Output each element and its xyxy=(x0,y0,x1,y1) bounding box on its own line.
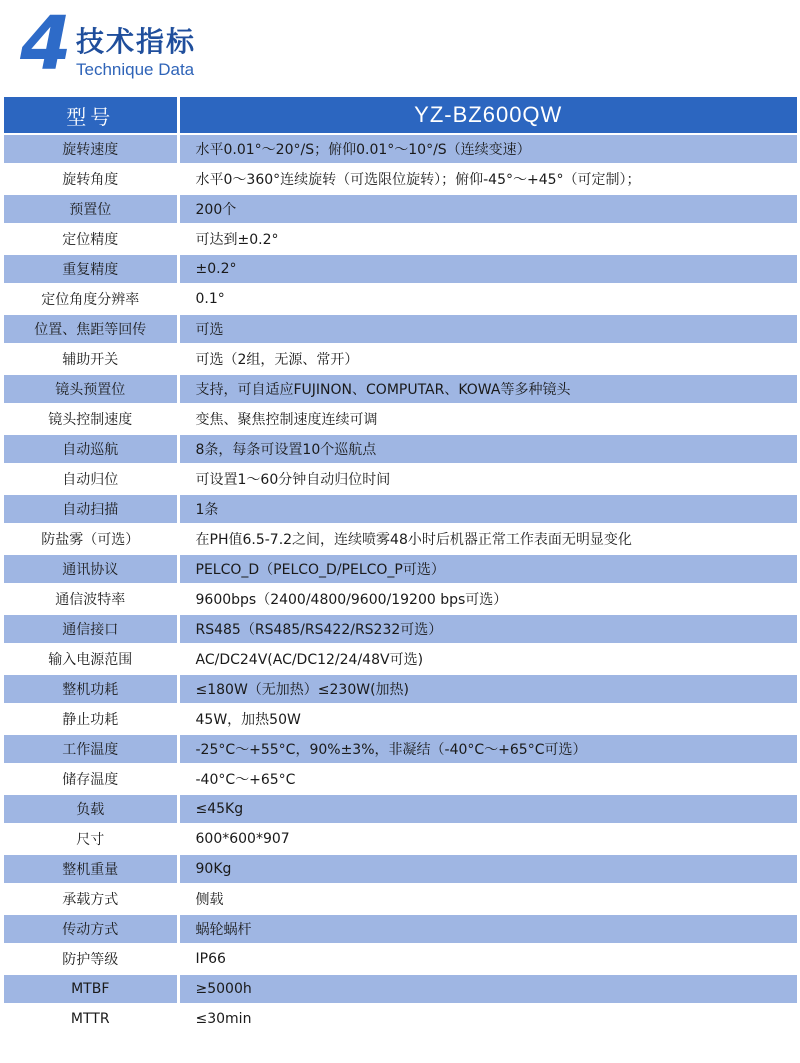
spec-label: 通讯协议 xyxy=(4,554,178,584)
table-row xyxy=(4,224,797,254)
table-row xyxy=(4,884,797,914)
spec-value: IP66 xyxy=(178,944,797,974)
table-row xyxy=(4,524,797,554)
spec-value: 在PH值6.5-7.2之间，连续喷雾48小时后机器正常工作表面无明显变化 xyxy=(178,524,797,554)
table-row xyxy=(4,464,797,494)
spec-value: 8条，每条可设置10个巡航点 xyxy=(178,434,797,464)
table-row xyxy=(4,944,797,974)
spec-value: 可选 xyxy=(178,314,797,344)
spec-value: ±0.2° xyxy=(178,254,797,284)
table-row xyxy=(4,584,797,614)
spec-value: 45W，加热50W xyxy=(178,704,797,734)
table-row xyxy=(4,494,797,524)
spec-label: 定位精度 xyxy=(4,224,178,254)
spec-value: 0.1° xyxy=(178,284,797,314)
spec-label: 承载方式 xyxy=(4,884,178,914)
spec-label: 位置、焦距等回传 xyxy=(4,314,178,344)
spec-label: 负载 xyxy=(4,794,178,824)
spec-label: 输入电源范围 xyxy=(4,644,178,674)
spec-label: MTBF xyxy=(4,974,178,1004)
spec-value: 1条 xyxy=(178,494,797,524)
table-row xyxy=(4,974,797,1004)
spec-label: 自动巡航 xyxy=(4,434,178,464)
spec-value: 变焦、聚焦控制速度连续可调 xyxy=(178,404,797,434)
spec-value: 可选（2组，无源、常开） xyxy=(178,344,797,374)
spec-label: 旋转角度 xyxy=(4,164,178,194)
table-row xyxy=(4,674,797,704)
spec-value: ≤45Kg xyxy=(178,794,797,824)
model-label: 型号 xyxy=(4,97,178,134)
table-row xyxy=(4,764,797,794)
table-row xyxy=(4,314,797,344)
spec-label: 定位角度分辨率 xyxy=(4,284,178,314)
spec-label: 传动方式 xyxy=(4,914,178,944)
spec-label: 辅助开关 xyxy=(4,344,178,374)
table-row xyxy=(4,1004,797,1033)
table-row xyxy=(4,914,797,944)
section-header xyxy=(0,0,800,92)
table-row xyxy=(4,284,797,314)
spec-value: 可设置1～60分钟自动归位时间 xyxy=(178,464,797,494)
spec-label: 重复精度 xyxy=(4,254,178,284)
model-value: YZ-BZ600QW xyxy=(178,97,797,134)
spec-label: 旋转速度 xyxy=(4,134,178,164)
spec-label: 静止功耗 xyxy=(4,704,178,734)
spec-label: 工作温度 xyxy=(4,734,178,764)
table-row xyxy=(4,854,797,884)
spec-label: 自动归位 xyxy=(4,464,178,494)
spec-value: 支持，可自适应FUJINON、COMPUTAR、KOWA等多种镜头 xyxy=(178,374,797,404)
spec-value: 水平0～360°连续旋转（可选限位旋转）；俯仰-45°～+45°（可定制）； xyxy=(178,164,797,194)
section-title: 技术指标 xyxy=(76,25,197,58)
spec-value: RS485（RS485/RS422/RS232可选） xyxy=(178,614,797,644)
spec-label: 通信接口 xyxy=(4,614,178,644)
spec-label: 镜头预置位 xyxy=(4,374,178,404)
spec-label: 防护等级 xyxy=(4,944,178,974)
spec-value: ≤30min xyxy=(178,1004,797,1033)
spec-label: 通信波特率 xyxy=(4,584,178,614)
spec-label: 尺寸 xyxy=(4,824,178,854)
table-row xyxy=(4,794,797,824)
table-row xyxy=(4,164,797,194)
spec-value: 90Kg xyxy=(178,854,797,884)
table-row xyxy=(4,704,797,734)
table-row xyxy=(4,734,797,764)
spec-value: 9600bps（2400/4800/9600/19200 bps可选） xyxy=(178,584,797,614)
spec-table-body xyxy=(4,134,797,1033)
spec-table xyxy=(4,97,797,1033)
spec-label: 自动扫描 xyxy=(4,494,178,524)
section-subtitle: Technique Data xyxy=(76,60,195,79)
spec-label: 整机功耗 xyxy=(4,674,178,704)
table-row xyxy=(4,344,797,374)
spec-table-header xyxy=(4,97,797,134)
spec-value: 可达到±0.2° xyxy=(178,224,797,254)
spec-value: ≥5000h xyxy=(178,974,797,1004)
spec-value: 蜗轮蜗杆 xyxy=(178,914,797,944)
spec-value: -25°C～+55°C，90%±3%，非凝结（-40°C～+65°C可选） xyxy=(178,734,797,764)
spec-value: 水平0.01°～20°/S；俯仰0.01°～10°/S（连续变速） xyxy=(178,134,797,164)
spec-label: 整机重量 xyxy=(4,854,178,884)
table-row xyxy=(4,134,797,164)
table-row xyxy=(4,404,797,434)
section-number: 4 xyxy=(20,1,72,87)
spec-value: 侧载 xyxy=(178,884,797,914)
table-row xyxy=(4,644,797,674)
table-row xyxy=(4,254,797,284)
spec-label: 储存温度 xyxy=(4,764,178,794)
spec-value: PELCO_D（PELCO_D/PELCO_P可选） xyxy=(178,554,797,584)
table-row xyxy=(4,614,797,644)
spec-label: 防盐雾（可选） xyxy=(4,524,178,554)
spec-value: AC/DC24V(AC/DC12/24/48V可选) xyxy=(178,644,797,674)
spec-label: 镜头控制速度 xyxy=(4,404,178,434)
spec-label: MTTR xyxy=(4,1004,178,1033)
table-row xyxy=(4,194,797,224)
spec-value: -40°C～+65°C xyxy=(178,764,797,794)
spec-value: ≤180W（无加热）≤230W(加热) xyxy=(178,674,797,704)
spec-label: 预置位 xyxy=(4,194,178,224)
table-row xyxy=(4,554,797,584)
spec-value: 200个 xyxy=(178,194,797,224)
table-row xyxy=(4,374,797,404)
table-row xyxy=(4,824,797,854)
table-row xyxy=(4,434,797,464)
spec-value: 600*600*907 xyxy=(178,824,797,854)
